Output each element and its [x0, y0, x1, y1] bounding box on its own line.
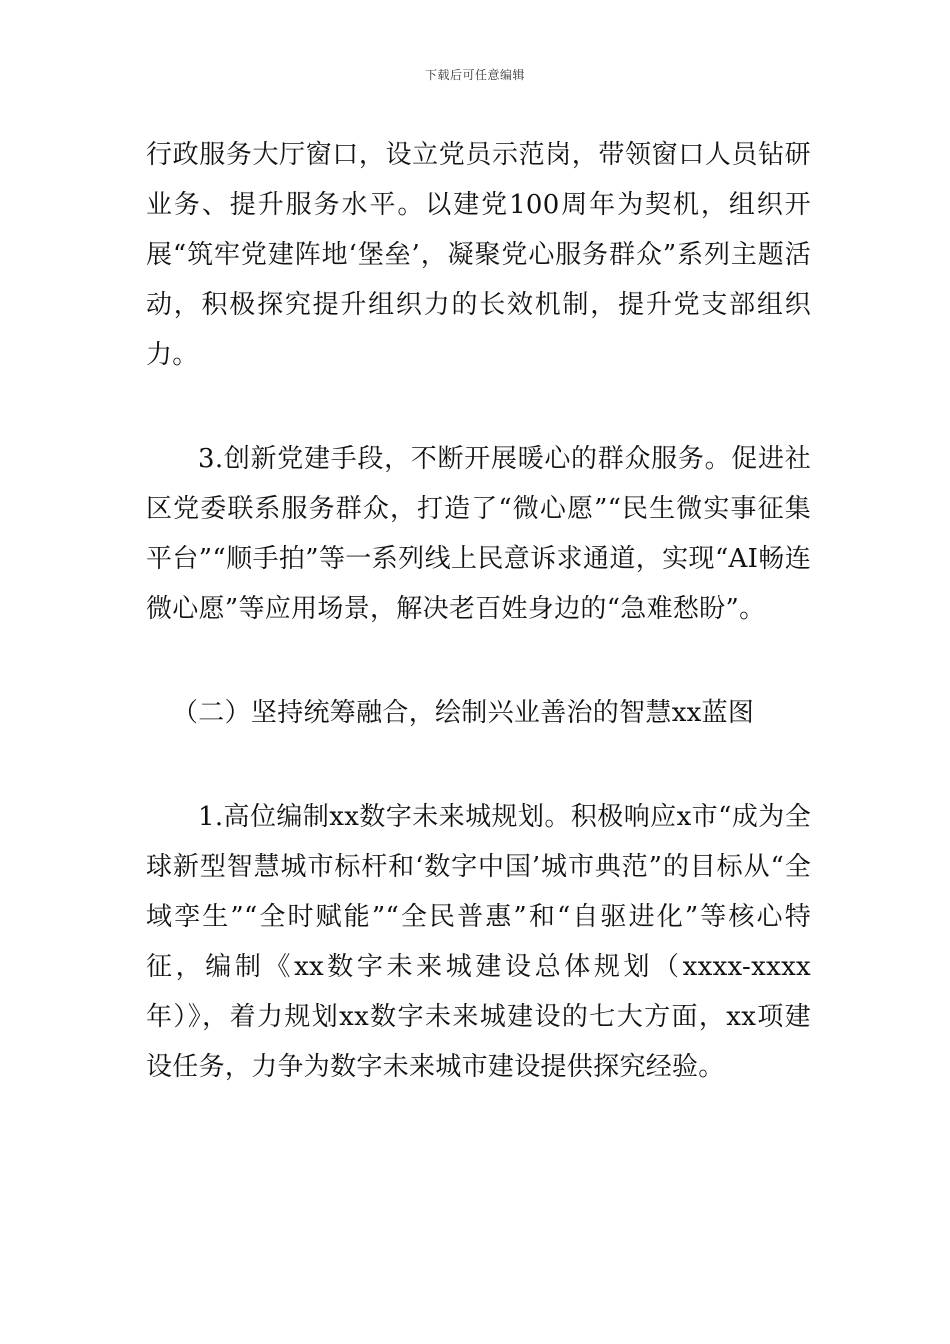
paragraph-gap — [146, 634, 811, 688]
section-heading: （二）坚持统筹融合，绘制兴业善治的智慧xx蓝图 — [172, 698, 755, 728]
paragraph-item-1: 1.高位编制xx数字未来城规划。积极响应x市“成为全球新型智慧城市标杆和‘数字中国’城市典范”的目标从“全域孪生”“全时赋能”“全民普惠”和“自驱进化”等核心特征，编制《xx数字未来城建设总体规划（xxxx-xxxx年）》，着力规划xx数字未来城建设的七大方面，xx项建设任务，力争为数字未来城市建设提供探究经验。 — [146, 802, 811, 1082]
paragraph-gap — [146, 738, 811, 792]
document-body — [146, 130, 811, 1092]
header-note: 下载后可任意编辑 — [424, 68, 525, 82]
paragraph-item-3: 3.创新党建手段，不断开展暖心的群众服务。促进社区党委联系服务群众，打造了“微心愿”“民生微实事征集平台”“顺手拍”等一系列线上民意诉求通道，实现“AI畅连微心愿”等应用场景，解决老百姓身边的“急难愁盼”。 — [146, 444, 811, 624]
paragraph-continuation: 行政服务大厅窗口，设立党员示范岗，带领窗口人员钻研业务、提升服务水平。以建党100周年为契机，组织开展“筑牢党建阵地‘堡垒’，凝聚党心服务群众”系列主题活动，积极探究提升组织力的长效机制，提升党支部组织力。 — [146, 140, 811, 370]
paragraph-gap — [146, 380, 811, 434]
